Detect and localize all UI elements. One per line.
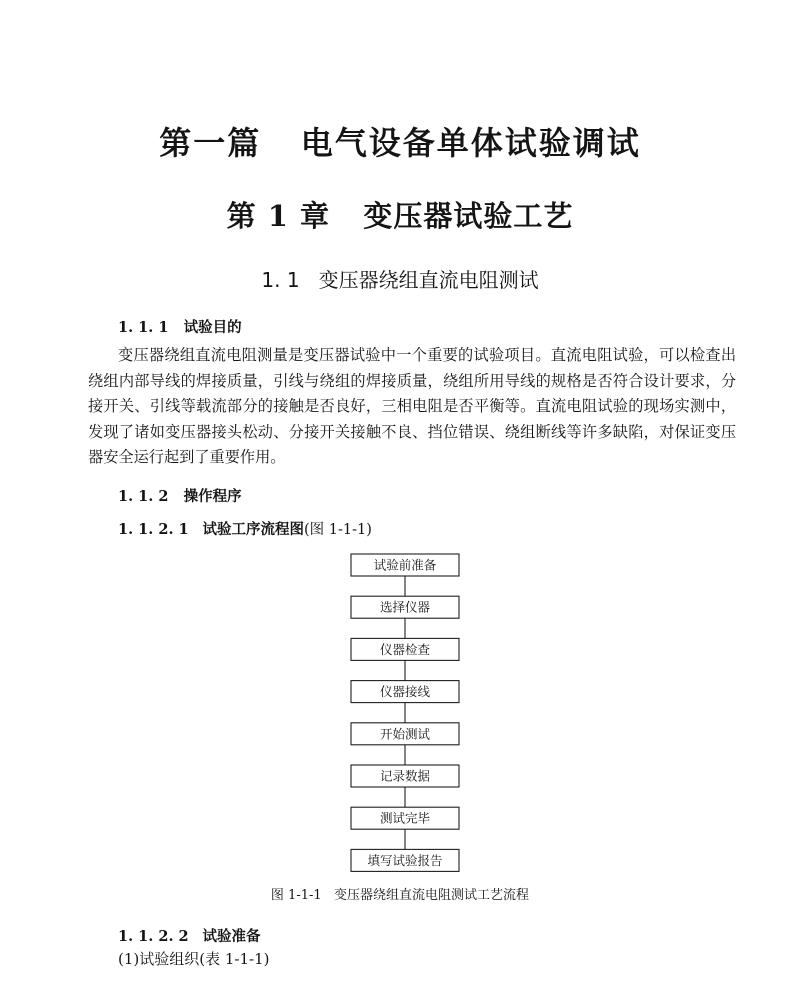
subsection-number: 1. 1. 2 [118, 488, 169, 505]
chapter-title: 第 1 章 变压器试验工艺 [226, 199, 574, 233]
subsection-number: 1. 1. 1 [118, 319, 169, 336]
subsection-title: 试验目的 [183, 319, 242, 336]
subsection-number: 1. 1. 2. 1 [118, 521, 189, 538]
flow-step-label: 仪器检查 [379, 641, 431, 657]
process-flowchart [300, 545, 510, 875]
flow-step-label: 测试完毕 [379, 810, 431, 826]
subsection-1-1-2-1-heading [118, 518, 372, 539]
flow-step-label: 仪器接线 [379, 684, 431, 700]
figure-caption: 图 1-1-1 变压器绕组直流电阻测试工艺流程 [270, 888, 530, 903]
flow-step [351, 681, 459, 703]
part-title: 第一篇 电气设备单体试验调试 [159, 124, 641, 162]
flow-step [351, 807, 459, 829]
purpose-paragraph: 变压器绕组直流电阻测量是变压器试验中一个重要的试验项目。直流电阻试验，可以检查出绕组内部导线的焊接质量，引线与绕组的焊接质量，绕组所用导线的规格是否符合设计要求，分接开关、引线等载流部分的接触是否良好，三相电阻是否平衡等。直流电阻试验的现场实测中，发现了诸如变压器接头松动、分接开关接触不良、挡位错误、绕组断线等许多缺陷，对保证变压器安全运行起到了重要作用。 [88, 346, 736, 467]
subsection-1-1-2-heading [118, 485, 242, 506]
list-item-test-organization: (1)试验组织(表 1-1-1) [118, 950, 270, 968]
flow-step-label: 选择仪器 [379, 599, 431, 615]
flow-step [351, 765, 459, 787]
subsection-title: 试验准备 [202, 928, 261, 945]
flow-step [351, 596, 459, 618]
figure-reference: (图 1-1-1) [303, 522, 372, 538]
subsection-number: 1. 1. 2. 2 [118, 928, 189, 945]
flow-step-label: 填写试验报告 [367, 852, 443, 868]
flow-step [351, 849, 459, 871]
subsection-title: 试验工序流程图 [202, 521, 304, 538]
subsection-1-1-1-heading [118, 316, 242, 337]
section-title: 1. 1 变压器绕组直流电阻测试 [261, 268, 539, 292]
subsection-1-1-2-2-heading [118, 925, 260, 946]
subsection-title: 操作程序 [183, 488, 242, 505]
flow-step-label: 开始测试 [379, 726, 431, 742]
flow-step [351, 638, 459, 660]
flow-step [351, 554, 459, 576]
flow-step-label: 试验前准备 [373, 557, 437, 573]
flow-step [351, 723, 459, 745]
flow-step-label: 记录数据 [379, 768, 431, 784]
